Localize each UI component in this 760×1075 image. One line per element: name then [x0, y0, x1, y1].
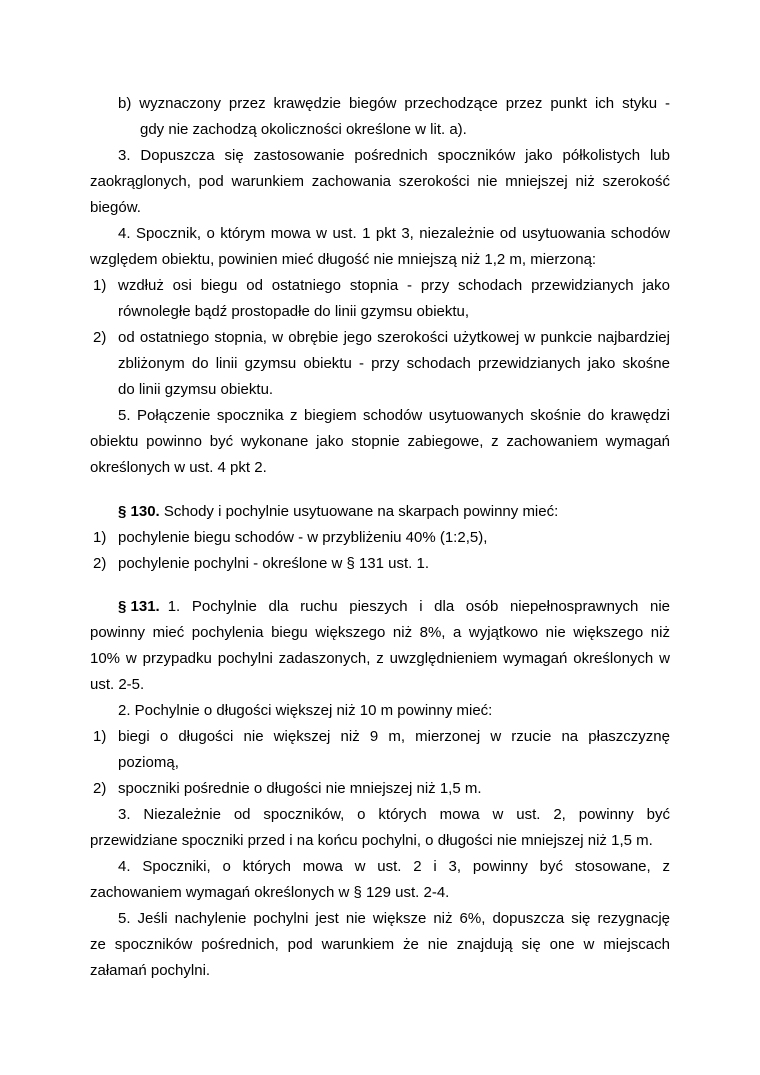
text-line: gdy nie zachodzą okoliczności określone w lit. a).: [140, 121, 467, 138]
text-line: 3. Dopuszcza się zastosowanie pośrednich spoczników jako półkolistych lub: [118, 147, 670, 164]
text-line: 5. Połączenie spocznika z biegiem schodów usytuowanych skośnie do krawędzi: [118, 407, 670, 424]
list-number: 1): [93, 277, 107, 294]
text-line: zachowaniem wymagań określonych w § 129 ust. 2-4.: [90, 884, 450, 901]
text-line: biegów.: [90, 199, 141, 216]
text-line: ust. 2-5.: [90, 676, 145, 693]
paragraph-130: [118, 503, 558, 521]
section-number: § 131.: [118, 598, 160, 615]
text-line: do linii gzymsu obiektu.: [118, 381, 274, 398]
text-line: załamań pochylni.: [90, 962, 211, 979]
text-line: zaokrąglonych, pod warunkiem zachowania szerokości nie mniejszej niż szerokość: [90, 173, 670, 190]
text-line: 2. Pochylnie o długości większej niż 10 m powinny mieć:: [118, 702, 493, 719]
text-line: przewidziane spoczniki przed i na końcu pochylni, o długości nie mniejszej niż 1,5 m.: [90, 832, 653, 849]
text-line: 4. Spoczniki, o których mowa w ust. 2 i 3, powinny być stosowane, z: [118, 858, 670, 875]
text-line: równoległe bądź prostopadłe do linii gzymsu obiektu,: [118, 303, 470, 320]
text-line: 10% w przypadku pochylni zadaszonych, z uwzględnieniem wymagań określonych w: [90, 650, 670, 667]
text-line: określonych w ust. 4 pkt 2.: [90, 459, 267, 476]
list-number: 1): [93, 529, 107, 546]
text-line: zbliżonym do linii gzymsu obiektu - przy schodach przewidzianych jako skośne: [118, 355, 670, 372]
text-line: ze spoczników pośrednich, pod warunkiem że nie znajdują się one w miejscach: [90, 936, 670, 953]
text-line: spoczniki pośrednie o długości nie mniejszej niż 1,5 m.: [118, 780, 482, 797]
text-line: względem obiektu, powinien mieć długość nie mniejszą niż 1,2 m, mierzoną:: [90, 251, 597, 268]
text-line: biegi o długości nie większej niż 9 m, mierzonej w rzucie na płaszczyznę: [118, 728, 670, 745]
text-line: pochylenie biegu schodów - w przybliżeniu 40% (1:2,5),: [118, 529, 488, 546]
text-line: obiektu powinno być wykonane jako stopnie zabiegowe, z zachowaniem wymagań: [90, 433, 670, 450]
text-line: poziomą,: [118, 754, 179, 771]
text-line: powinny mieć pochylenia biegu większego niż 8%, a wyjątkowo nie większego niż: [90, 624, 670, 641]
text-line: Schody i pochylnie usytuowane na skarpach powinny mieć:: [163, 503, 559, 520]
text-line: wzdłuż osi biegu od ostatniego stopnia - przy schodach przewidzianych jako: [118, 277, 670, 294]
list-number: 2): [93, 780, 107, 797]
text-line: b) wyznaczony przez krawędzie biegów przechodzące przez punkt ich styku -: [118, 95, 670, 112]
list-number: 2): [93, 329, 107, 346]
text-line: pochylenie pochylni - określone w § 131 ust. 1.: [118, 555, 430, 572]
section-number: § 130.: [118, 503, 160, 520]
text-line: 5. Jeśli nachylenie pochylni jest nie większe niż 6%, dopuszcza się rezygnację: [118, 910, 670, 927]
paragraph-131: [118, 598, 670, 616]
text-line: 1. Pochylnie dla ruchu pieszych i dla osób niepełnosprawnych nie: [167, 598, 670, 615]
text-line: 3. Niezależnie od spoczników, o których mowa w ust. 2, powinny być: [118, 806, 670, 823]
list-number: 1): [93, 728, 107, 745]
text-line: od ostatniego stopnia, w obrębie jego szerokości użytkowej w punkcie najbardziej: [118, 329, 670, 346]
list-number: 2): [93, 555, 107, 572]
text-line: 4. Spocznik, o którym mowa w ust. 1 pkt 3, niezależnie od usytuowania schodów: [118, 225, 670, 242]
